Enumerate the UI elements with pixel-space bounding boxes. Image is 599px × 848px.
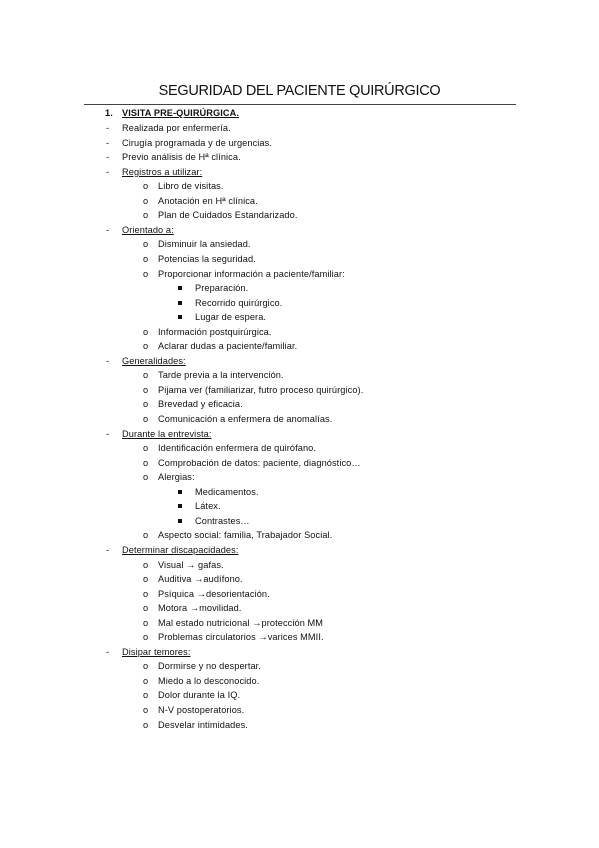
circle-bullet: o (143, 341, 149, 352)
list-item-text: Aspecto social: familia, Trabajador Social. (158, 530, 333, 541)
list-item-text: Cirugía programada y de urgencias. (122, 137, 272, 148)
list-item-text: Auditiva →audífono. (158, 574, 243, 585)
dash-bullet: - (106, 166, 110, 177)
circle-bullet: o (143, 588, 149, 599)
dash-bullet: - (106, 224, 110, 235)
list-item-text: Potencias la seguridad. (158, 253, 256, 264)
list-item-text: Libro de visitas. (158, 181, 224, 192)
circle-bullet: o (143, 719, 149, 730)
circle-bullet: o (143, 457, 149, 468)
circle-bullet: o (143, 253, 149, 264)
list-item-text: Comprobación de datos: paciente, diagnóstico… (158, 457, 361, 468)
circle-bullet: o (143, 268, 149, 279)
circle-bullet: o (143, 705, 149, 715)
circle-bullet: o (143, 690, 149, 701)
subheading-text: Registros a utilizar: (122, 166, 203, 177)
section-number: 1. (105, 108, 113, 118)
circle-bullet: o (143, 326, 149, 337)
square-bullet-icon (178, 315, 182, 319)
list-item-text: Identificación enfermera de quirófano. (158, 443, 317, 454)
list-item-text: Disminuir la ansiedad. (158, 239, 251, 250)
list-item-text: Tarde previa a la intervención. (158, 370, 284, 381)
square-bullet-icon (178, 301, 182, 305)
list-item-text: Plan de Cuidados Estandarizado. (158, 210, 298, 221)
section-label: VISITA PRE-QUIRÚRGICA. (122, 108, 240, 118)
list-item-text: Miedo a lo desconocido. (158, 675, 260, 686)
circle-bullet: o (143, 239, 149, 250)
subheading-text: Durante la entrevista: (122, 428, 212, 439)
list-item-text: Dolor durante la IQ. (158, 690, 241, 701)
list-item-text: Lugar de espera. (195, 312, 267, 323)
list-item-text: Medicamentos. (195, 486, 259, 497)
section-heading (105, 107, 240, 120)
square-bullet-icon (178, 519, 182, 523)
list-item-text: Brevedad y eficacia. (158, 399, 243, 410)
list-item-text: N-V postoperatorios. (158, 705, 245, 715)
list-item-text: Previo análisis de Hª clínica. (122, 152, 241, 163)
circle-bullet: o (143, 414, 149, 424)
list-item-text: Anotación en Hª clínica. (158, 195, 258, 206)
list-item-text: Alergias: (158, 472, 195, 483)
list-item-text: Motora →movilidad. (158, 603, 242, 614)
circle-bullet: o (143, 472, 149, 483)
dash-bullet: - (106, 544, 110, 555)
list-item-text: Psíquica →desorientación. (158, 588, 270, 599)
circle-bullet: o (143, 632, 149, 643)
list-item-text: Aclarar dudas a paciente/familiar. (158, 341, 298, 352)
circle-bullet: o (143, 574, 149, 585)
list-item-text: Dormirse y no despertar. (158, 661, 261, 672)
dash-bullet: - (106, 428, 110, 439)
list-item-text: Pijama ver (familiarizar, futro proceso quirúrgico). (158, 384, 364, 395)
subheading-text: Orientado a: (122, 224, 174, 235)
list-item-text: Mal estado nutricional →protección MM (158, 617, 324, 628)
list-item-text: Problemas circulatorios →varices MMII. (158, 632, 324, 643)
circle-bullet: o (143, 603, 149, 614)
list-item-text: Preparación. (195, 283, 249, 294)
circle-bullet: o (143, 661, 149, 672)
list-item-text: Visual → gafas. (158, 559, 224, 570)
subheading-text: Generalidades: (122, 355, 186, 366)
subheading-text: Disipar temores: (122, 646, 191, 657)
list-item-text: Realizada por enfermería. (122, 123, 231, 133)
circle-bullet: o (143, 559, 149, 570)
dash-bullet: - (106, 152, 110, 163)
subheading-text: Determinar discapacidades: (122, 544, 239, 555)
list-item-text: Contrastes… (195, 515, 250, 526)
square-bullet-icon (178, 286, 182, 290)
circle-bullet: o (143, 370, 149, 381)
circle-bullet: o (143, 399, 149, 410)
circle-bullet: o (143, 195, 149, 206)
title-underline-rule (84, 104, 516, 105)
dash-bullet: - (106, 355, 110, 366)
document-title: SEGURIDAD DEL PACIENTE QUIRÚRGICO (158, 83, 441, 99)
circle-bullet: o (143, 384, 149, 395)
list-item-text: Información postquirúrgica. (158, 326, 272, 337)
square-bullet-icon (178, 504, 182, 508)
dash-bullet: - (106, 123, 110, 133)
circle-bullet: o (143, 530, 149, 541)
circle-bullet: o (143, 181, 149, 192)
circle-bullet: o (143, 675, 149, 686)
list-item-text: Desvelar intimidades. (158, 719, 248, 730)
circle-bullet: o (143, 443, 149, 454)
circle-bullet: o (143, 617, 149, 628)
dash-bullet: - (106, 137, 110, 148)
circle-bullet: o (143, 210, 149, 221)
list-item-text: Proporcionar información a paciente/familiar: (158, 268, 345, 279)
list-item-text: Comunicación a enfermera de anomalías. (158, 414, 333, 424)
square-bullet-icon (178, 490, 182, 494)
list-item-text: Recorrido quirúrgico. (195, 297, 283, 308)
list-item-text: Látex. (195, 501, 221, 512)
dash-bullet: - (106, 646, 110, 657)
